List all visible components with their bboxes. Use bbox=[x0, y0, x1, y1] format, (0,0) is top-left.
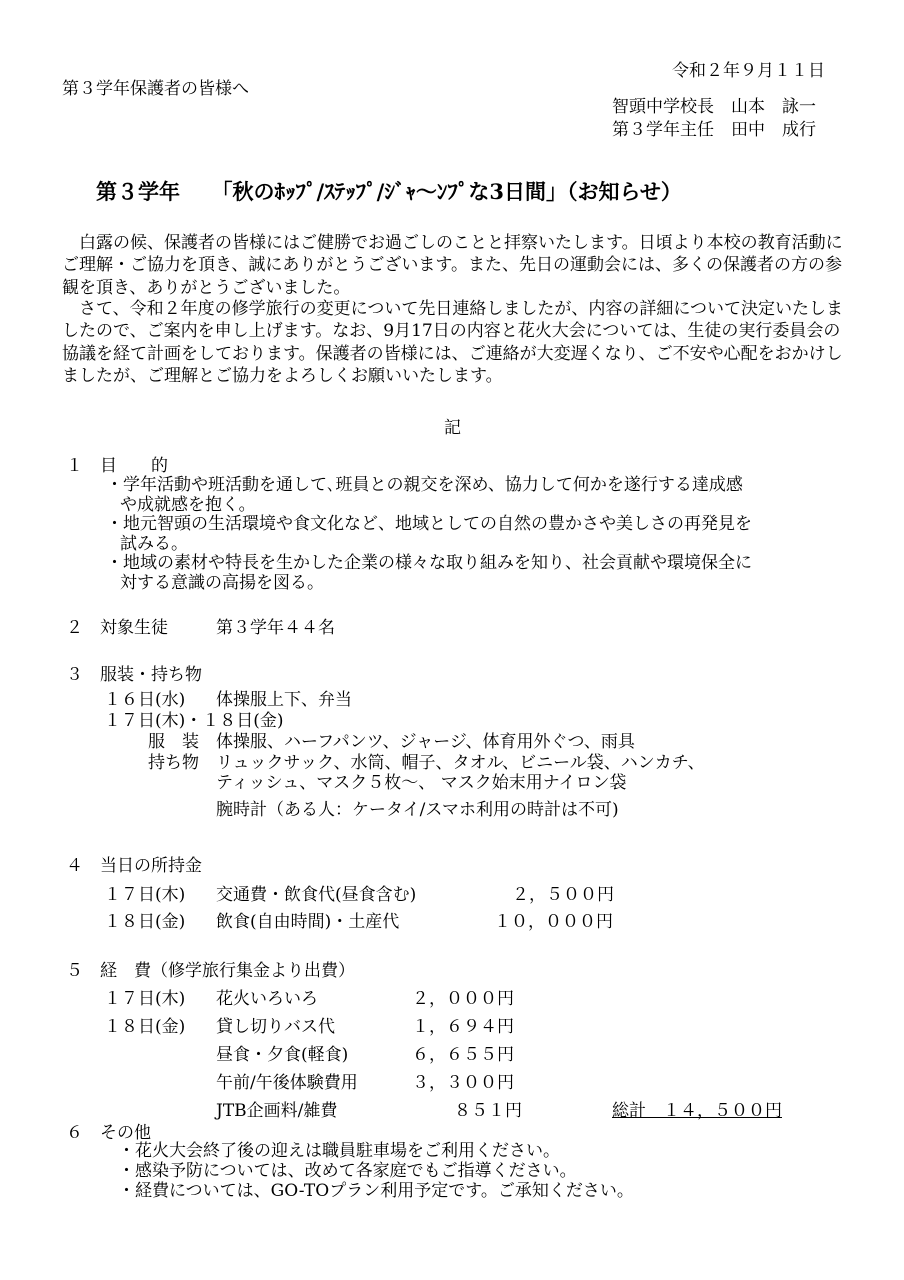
recipient: 第３学年保護者の皆様へ bbox=[62, 79, 249, 99]
belongings-label: 持ち物 bbox=[148, 753, 199, 773]
cost-row-4-amount: ３，３００円 bbox=[412, 1073, 514, 1093]
cost-row-4-item: 午前/午後体験費用 bbox=[216, 1073, 358, 1093]
sender-grade-head: 第３学年主任 田中 成行 bbox=[612, 120, 816, 140]
cost-row-2-date: １８日(金) bbox=[104, 1017, 186, 1037]
purpose-bullet-2: ・地元智頭の生活環境や食文化など、地域としての自然の豊かさや美しさの再発見を bbox=[106, 514, 752, 534]
other-bullet-2: ・感染予防については、改めて各家庭でもご指導ください。 bbox=[118, 1161, 577, 1181]
belongings-value-2: ティッシュ、マスク５枚～、 マスク始末用ナイロン袋 bbox=[216, 773, 627, 793]
section-2-label: ２ 対象生徒 bbox=[66, 618, 168, 638]
section-1-heading: １ 目 的 bbox=[66, 456, 168, 476]
intro-paragraph-2: さて、令和２年度の修学旅行の変更について先日連絡しましたが、内容の詳細について決定いたしましたので、ご案内を申し上げます。なお、9月17日の内容と花火大会については、生徒の実行委員会の協議を経て計画をしております。保護者の皆様には、ご連絡が大変遅くなり、ご不安や心配をおかけしましたが、ご理解とご協力をよろしくお願いいたします。 bbox=[62, 299, 843, 386]
purpose-bullet-3: ・地域の素材や特長を生かした企業の様々な取り組みを知り、社会貢献や環境保全に bbox=[106, 553, 752, 573]
purpose-bullet-1-cont: や成就感を抱く。 bbox=[120, 495, 256, 515]
watch-note: 腕時計（ある人：ケータイ/スマホ利用の時計は不可) bbox=[216, 800, 619, 820]
cost-row-1-item: 花火いろいろ bbox=[216, 989, 318, 1009]
cost-row-1-date: １７日(木) bbox=[104, 989, 186, 1009]
cost-row-2-amount: １，６９４円 bbox=[412, 1017, 514, 1037]
day-17-18-label: １７日(木)・１８日(金) bbox=[104, 711, 284, 731]
clothing-value: 体操服、ハーフパンツ、ジャージ、体育用外ぐつ、雨具 bbox=[216, 732, 635, 752]
money-row-1-date: １７日(木) bbox=[104, 885, 186, 905]
page-title: 第３学年 「秋のﾎｯﾌﾟ/ｽﾃｯﾌﾟ/ｼﾞｬ～ﾝﾌﾟな3日間」（お知らせ） bbox=[96, 179, 682, 204]
other-bullet-1: ・花火大会終了後の迎えは職員駐車場をご利用ください。 bbox=[118, 1141, 560, 1161]
section-4-heading: ４ 当日の所持金 bbox=[66, 856, 202, 876]
cost-row-5-item: JTB企画料/雑費 bbox=[216, 1101, 338, 1121]
clothing-label: 服 装 bbox=[148, 732, 199, 752]
money-row-2-item: 飲食(自由時間)・土産代 bbox=[216, 912, 400, 932]
money-row-1-amount: ２，５００円 bbox=[512, 885, 614, 905]
purpose-bullet-3-cont: 対する意識の高揚を図る。 bbox=[120, 573, 324, 593]
cost-row-5-amount: ８５１円 bbox=[454, 1101, 522, 1121]
section-2-value: 第３学年４４名 bbox=[216, 618, 335, 638]
cost-row-3-amount: ６，６５５円 bbox=[412, 1045, 514, 1065]
money-row-2-date: １８日(金) bbox=[104, 912, 186, 932]
section-5-heading: ５ 経 費（修学旅行集金より出費） bbox=[66, 961, 355, 981]
money-row-1-item: 交通費・飲食代(昼食含む) bbox=[216, 885, 417, 905]
other-bullet-3: ・経費については、GO-TOプラン利用予定です。ご承知ください。 bbox=[118, 1181, 634, 1201]
belongings-value-1: リュックサック、水筒、帽子、タオル、ビニール袋、ハンカチ、 bbox=[216, 753, 705, 773]
cost-row-3-item: 昼食・夕食(軽食) bbox=[216, 1045, 349, 1065]
section-6-heading: ６ その他 bbox=[66, 1123, 151, 1143]
intro-paragraph-1: 白露の候、保護者の皆様にはご健勝でお過ごしのことと拝察いたします。日頃より本校の教育活動にご理解・ご協力を頂き、誠にありがとうございます。また、先日の運動会には、多くの保護者の方の参観を頂き、ありがとうございました。 bbox=[62, 233, 843, 298]
cost-row-1-amount: ２，０００円 bbox=[412, 989, 514, 1009]
cost-row-2-item: 貸し切りバス代 bbox=[216, 1017, 335, 1037]
cost-total: 総計 １４，５００円 bbox=[612, 1101, 782, 1121]
ki-heading: 記 bbox=[444, 418, 461, 438]
day-16-label: １６日(水) bbox=[104, 690, 186, 710]
letter-date: 令和２年９月１１日 bbox=[672, 61, 825, 81]
purpose-bullet-1: ・学年活動や班活動を通して､班員との親交を深め、協力して何かを遂行する達成感 bbox=[106, 475, 743, 495]
money-row-2-amount: １０，０００円 bbox=[494, 912, 613, 932]
sender-principal: 智頭中学校長 山本 詠一 bbox=[612, 97, 816, 117]
day-16-value: 体操服上下、弁当 bbox=[216, 690, 352, 710]
purpose-bullet-2-cont: 試みる。 bbox=[120, 534, 188, 554]
section-3-heading: ３ 服装・持ち物 bbox=[66, 665, 202, 685]
